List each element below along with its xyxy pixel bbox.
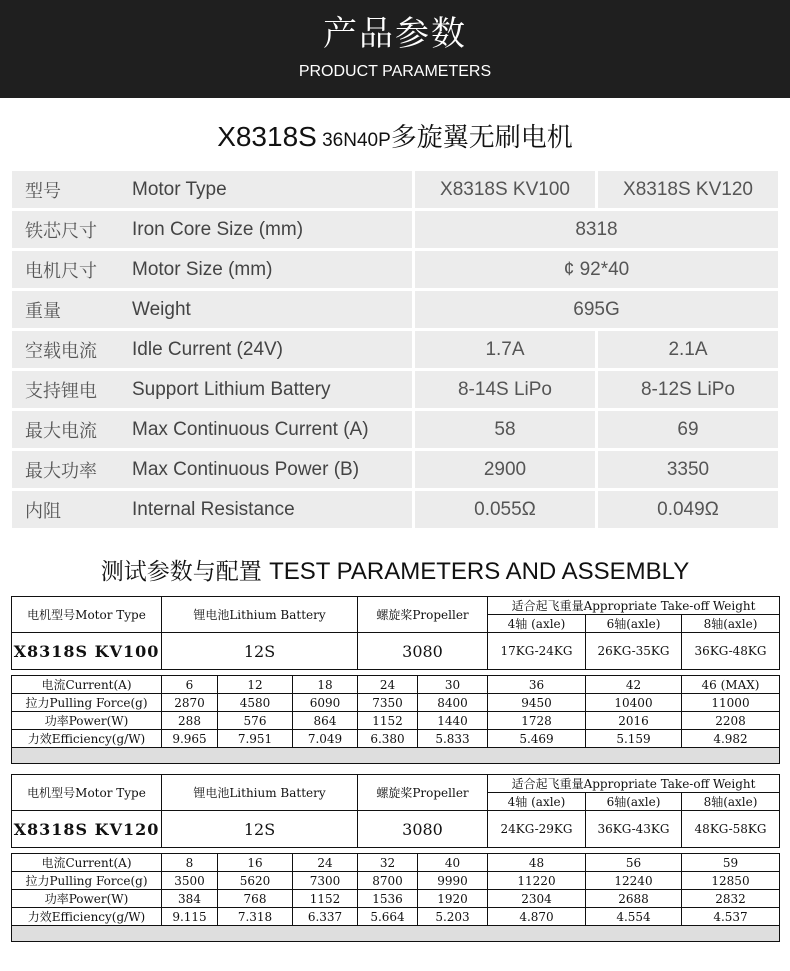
cell: 12	[218, 676, 293, 694]
cell: 1152	[358, 712, 418, 730]
banner-title-en: PRODUCT PARAMETERS	[298, 63, 492, 80]
cell: 6.337	[293, 908, 358, 926]
cell: 1920	[418, 890, 488, 908]
test-weight-8: 48KG-58KG	[682, 811, 780, 848]
test-propeller: 3080	[358, 811, 488, 848]
header-axle-6: 6轴(axle)	[586, 793, 682, 811]
cell: 2304	[488, 890, 586, 908]
header-axle-6: 6轴(axle)	[586, 615, 682, 633]
test-weight-6: 26KG-35KG	[586, 633, 682, 670]
cell: 5.159	[586, 730, 682, 748]
spec-value: 8318	[415, 211, 778, 251]
cell: 2688	[586, 890, 682, 908]
cell: 2208	[682, 712, 780, 730]
cell: 42	[586, 676, 682, 694]
cell: 8700	[358, 872, 418, 890]
cell: 36	[488, 676, 586, 694]
spec-label-en: Internal Resistance	[130, 491, 415, 531]
header-takeoff-weight: 适合起飞重量Appropriate Take-off Weight	[488, 597, 780, 615]
cell: 9990	[418, 872, 488, 890]
spec-label-cn: 电机尺寸	[12, 251, 130, 291]
cell: 5.203	[418, 908, 488, 926]
test-propeller: 3080	[358, 633, 488, 670]
cell: 4580	[218, 694, 293, 712]
cell: 2870	[162, 694, 218, 712]
cell: 12850	[682, 872, 780, 890]
spec-value: 695G	[415, 291, 778, 331]
cell: 46 (MAX)	[682, 676, 780, 694]
row-label-power: 功率Power(W)	[12, 890, 162, 908]
spec-value: 58	[415, 411, 598, 451]
spec-label-cn: 铁芯尺寸	[12, 211, 130, 251]
spec-label-cn: 最大功率	[12, 451, 130, 491]
cell: 32	[358, 854, 418, 872]
cell: 7.318	[218, 908, 293, 926]
header-banner	[0, 0, 790, 98]
test-weight-4: 17KG-24KG	[488, 633, 586, 670]
cell: 5.664	[358, 908, 418, 926]
table-row	[12, 730, 780, 748]
cell: 4.554	[586, 908, 682, 926]
cell: 1152	[293, 890, 358, 908]
spec-value: 69	[598, 411, 778, 451]
cell: 576	[218, 712, 293, 730]
spec-value: 0.055Ω	[415, 491, 598, 531]
cell: 864	[293, 712, 358, 730]
spec-label-cn: 型号	[12, 171, 130, 211]
row-label-efficiency: 力效Efficiency(g/W)	[12, 730, 162, 748]
spec-value: 8-12S LiPo	[598, 371, 778, 411]
cell: 16	[218, 854, 293, 872]
spec-label-cn: 最大电流	[12, 411, 130, 451]
table-row	[12, 890, 780, 908]
header-takeoff-weight: 适合起飞重量Appropriate Take-off Weight	[488, 775, 780, 793]
spec-label-cn: 重量	[12, 291, 130, 331]
cell: 7350	[358, 694, 418, 712]
spec-row	[12, 171, 778, 211]
spec-row	[12, 371, 778, 411]
spec-value: ¢ 92*40	[415, 251, 778, 291]
spec-value: X8318S KV120	[598, 171, 778, 211]
test-title-cn: 测试参数与配置	[100, 559, 270, 585]
spec-value: X8318S KV100	[415, 171, 598, 211]
spec-label-en: Max Continuous Power (B)	[130, 451, 415, 491]
cell: 40	[418, 854, 488, 872]
row-label-force: 拉力Pulling Force(g)	[12, 694, 162, 712]
cell: 12240	[586, 872, 682, 890]
cell: 48	[488, 854, 586, 872]
test-section-title	[0, 553, 790, 586]
spec-value: 2900	[415, 451, 598, 491]
spec-label-en: Support Lithium Battery	[130, 371, 415, 411]
spec-value: 2.1A	[598, 331, 778, 371]
cell: 1440	[418, 712, 488, 730]
cell: 6	[162, 676, 218, 694]
header-motor-type: 电机型号Motor Type	[12, 597, 162, 633]
test-title-en: TEST PARAMETERS AND ASSEMBLY	[269, 558, 690, 585]
spec-row	[12, 331, 778, 371]
test-table-kv100	[11, 596, 780, 764]
product-sub: 36N40P	[316, 130, 391, 151]
spec-label-en: Max Continuous Current (A)	[130, 411, 415, 451]
cell: 11000	[682, 694, 780, 712]
cell: 2832	[682, 890, 780, 908]
cell: 59	[682, 854, 780, 872]
cell: 24	[293, 854, 358, 872]
cell: 7300	[293, 872, 358, 890]
cell: 11220	[488, 872, 586, 890]
table-row	[12, 712, 780, 730]
spec-row	[12, 411, 778, 451]
product-desc: 多旋翼无刷电机	[390, 123, 573, 153]
cell: 9.115	[162, 908, 218, 926]
header-propeller: 螺旋桨Propeller	[358, 597, 488, 633]
cell: 288	[162, 712, 218, 730]
header-axle-4: 4轴 (axle)	[488, 793, 586, 811]
header-motor-type: 电机型号Motor Type	[12, 775, 162, 811]
cell: 4.982	[682, 730, 780, 748]
header-battery: 锂电池Lithium Battery	[162, 775, 358, 811]
cell: 9.965	[162, 730, 218, 748]
header-propeller: 螺旋桨Propeller	[358, 775, 488, 811]
table-row	[12, 694, 780, 712]
spec-row	[12, 451, 778, 491]
cell: 8	[162, 854, 218, 872]
cell: 5620	[218, 872, 293, 890]
banner-title-cn: 产品参数	[323, 14, 467, 54]
test-weight-4: 24KG-29KG	[488, 811, 586, 848]
cell: 4.870	[488, 908, 586, 926]
cell: 7.049	[293, 730, 358, 748]
test-weight-8: 36KG-48KG	[682, 633, 780, 670]
spec-value: 3350	[598, 451, 778, 491]
cell: 1728	[488, 712, 586, 730]
cell: 9450	[488, 694, 586, 712]
spec-label-en: Idle Current (24V)	[130, 331, 415, 371]
cell: 6090	[293, 694, 358, 712]
test-table-kv120	[11, 774, 780, 942]
row-label-efficiency: 力效Efficiency(g/W)	[12, 908, 162, 926]
table-row	[12, 854, 780, 872]
spec-table	[12, 171, 778, 531]
cell: 56	[586, 854, 682, 872]
cell: 1536	[358, 890, 418, 908]
spec-label-en: Motor Size (mm)	[130, 251, 415, 291]
cell: 768	[218, 890, 293, 908]
cell: 30	[418, 676, 488, 694]
cell: 18	[293, 676, 358, 694]
header-axle-8: 8轴(axle)	[682, 615, 780, 633]
cell: 24	[358, 676, 418, 694]
row-label-power: 功率Power(W)	[12, 712, 162, 730]
cell: 7.951	[218, 730, 293, 748]
spec-value: 1.7A	[415, 331, 598, 371]
cell: 3500	[162, 872, 218, 890]
spec-row	[12, 211, 778, 251]
product-title	[0, 117, 790, 157]
table-separator	[12, 926, 780, 942]
table-separator	[12, 748, 780, 764]
spec-label-en: Weight	[130, 291, 415, 331]
spec-label-cn: 空载电流	[12, 331, 130, 371]
spec-row	[12, 291, 778, 331]
test-model: X8318S KV120	[12, 811, 162, 848]
test-battery: 12S	[162, 633, 358, 670]
spec-value: 0.049Ω	[598, 491, 778, 531]
table-row	[12, 872, 780, 890]
row-label-current: 电流Current(A)	[12, 854, 162, 872]
spec-label-en: Motor Type	[130, 171, 415, 211]
spec-label-cn: 支持锂电	[12, 371, 130, 411]
cell: 2016	[586, 712, 682, 730]
cell: 4.537	[682, 908, 780, 926]
cell: 5.469	[488, 730, 586, 748]
spec-row	[12, 251, 778, 291]
cell: 384	[162, 890, 218, 908]
test-model: X8318S KV100	[12, 633, 162, 670]
row-label-force: 拉力Pulling Force(g)	[12, 872, 162, 890]
row-label-current: 电流Current(A)	[12, 676, 162, 694]
cell: 6.380	[358, 730, 418, 748]
cell: 10400	[586, 694, 682, 712]
header-battery: 锂电池Lithium Battery	[162, 597, 358, 633]
spec-label-cn: 内阻	[12, 491, 130, 531]
product-model: X8318S	[217, 121, 317, 152]
table-row	[12, 908, 780, 926]
spec-label-en: Iron Core Size (mm)	[130, 211, 415, 251]
cell: 5.833	[418, 730, 488, 748]
header-axle-4: 4轴 (axle)	[488, 615, 586, 633]
table-row	[12, 676, 780, 694]
test-weight-6: 36KG-43KG	[586, 811, 682, 848]
spec-value: 8-14S LiPo	[415, 371, 598, 411]
test-battery: 12S	[162, 811, 358, 848]
header-axle-8: 8轴(axle)	[682, 793, 780, 811]
spec-row	[12, 491, 778, 531]
cell: 8400	[418, 694, 488, 712]
